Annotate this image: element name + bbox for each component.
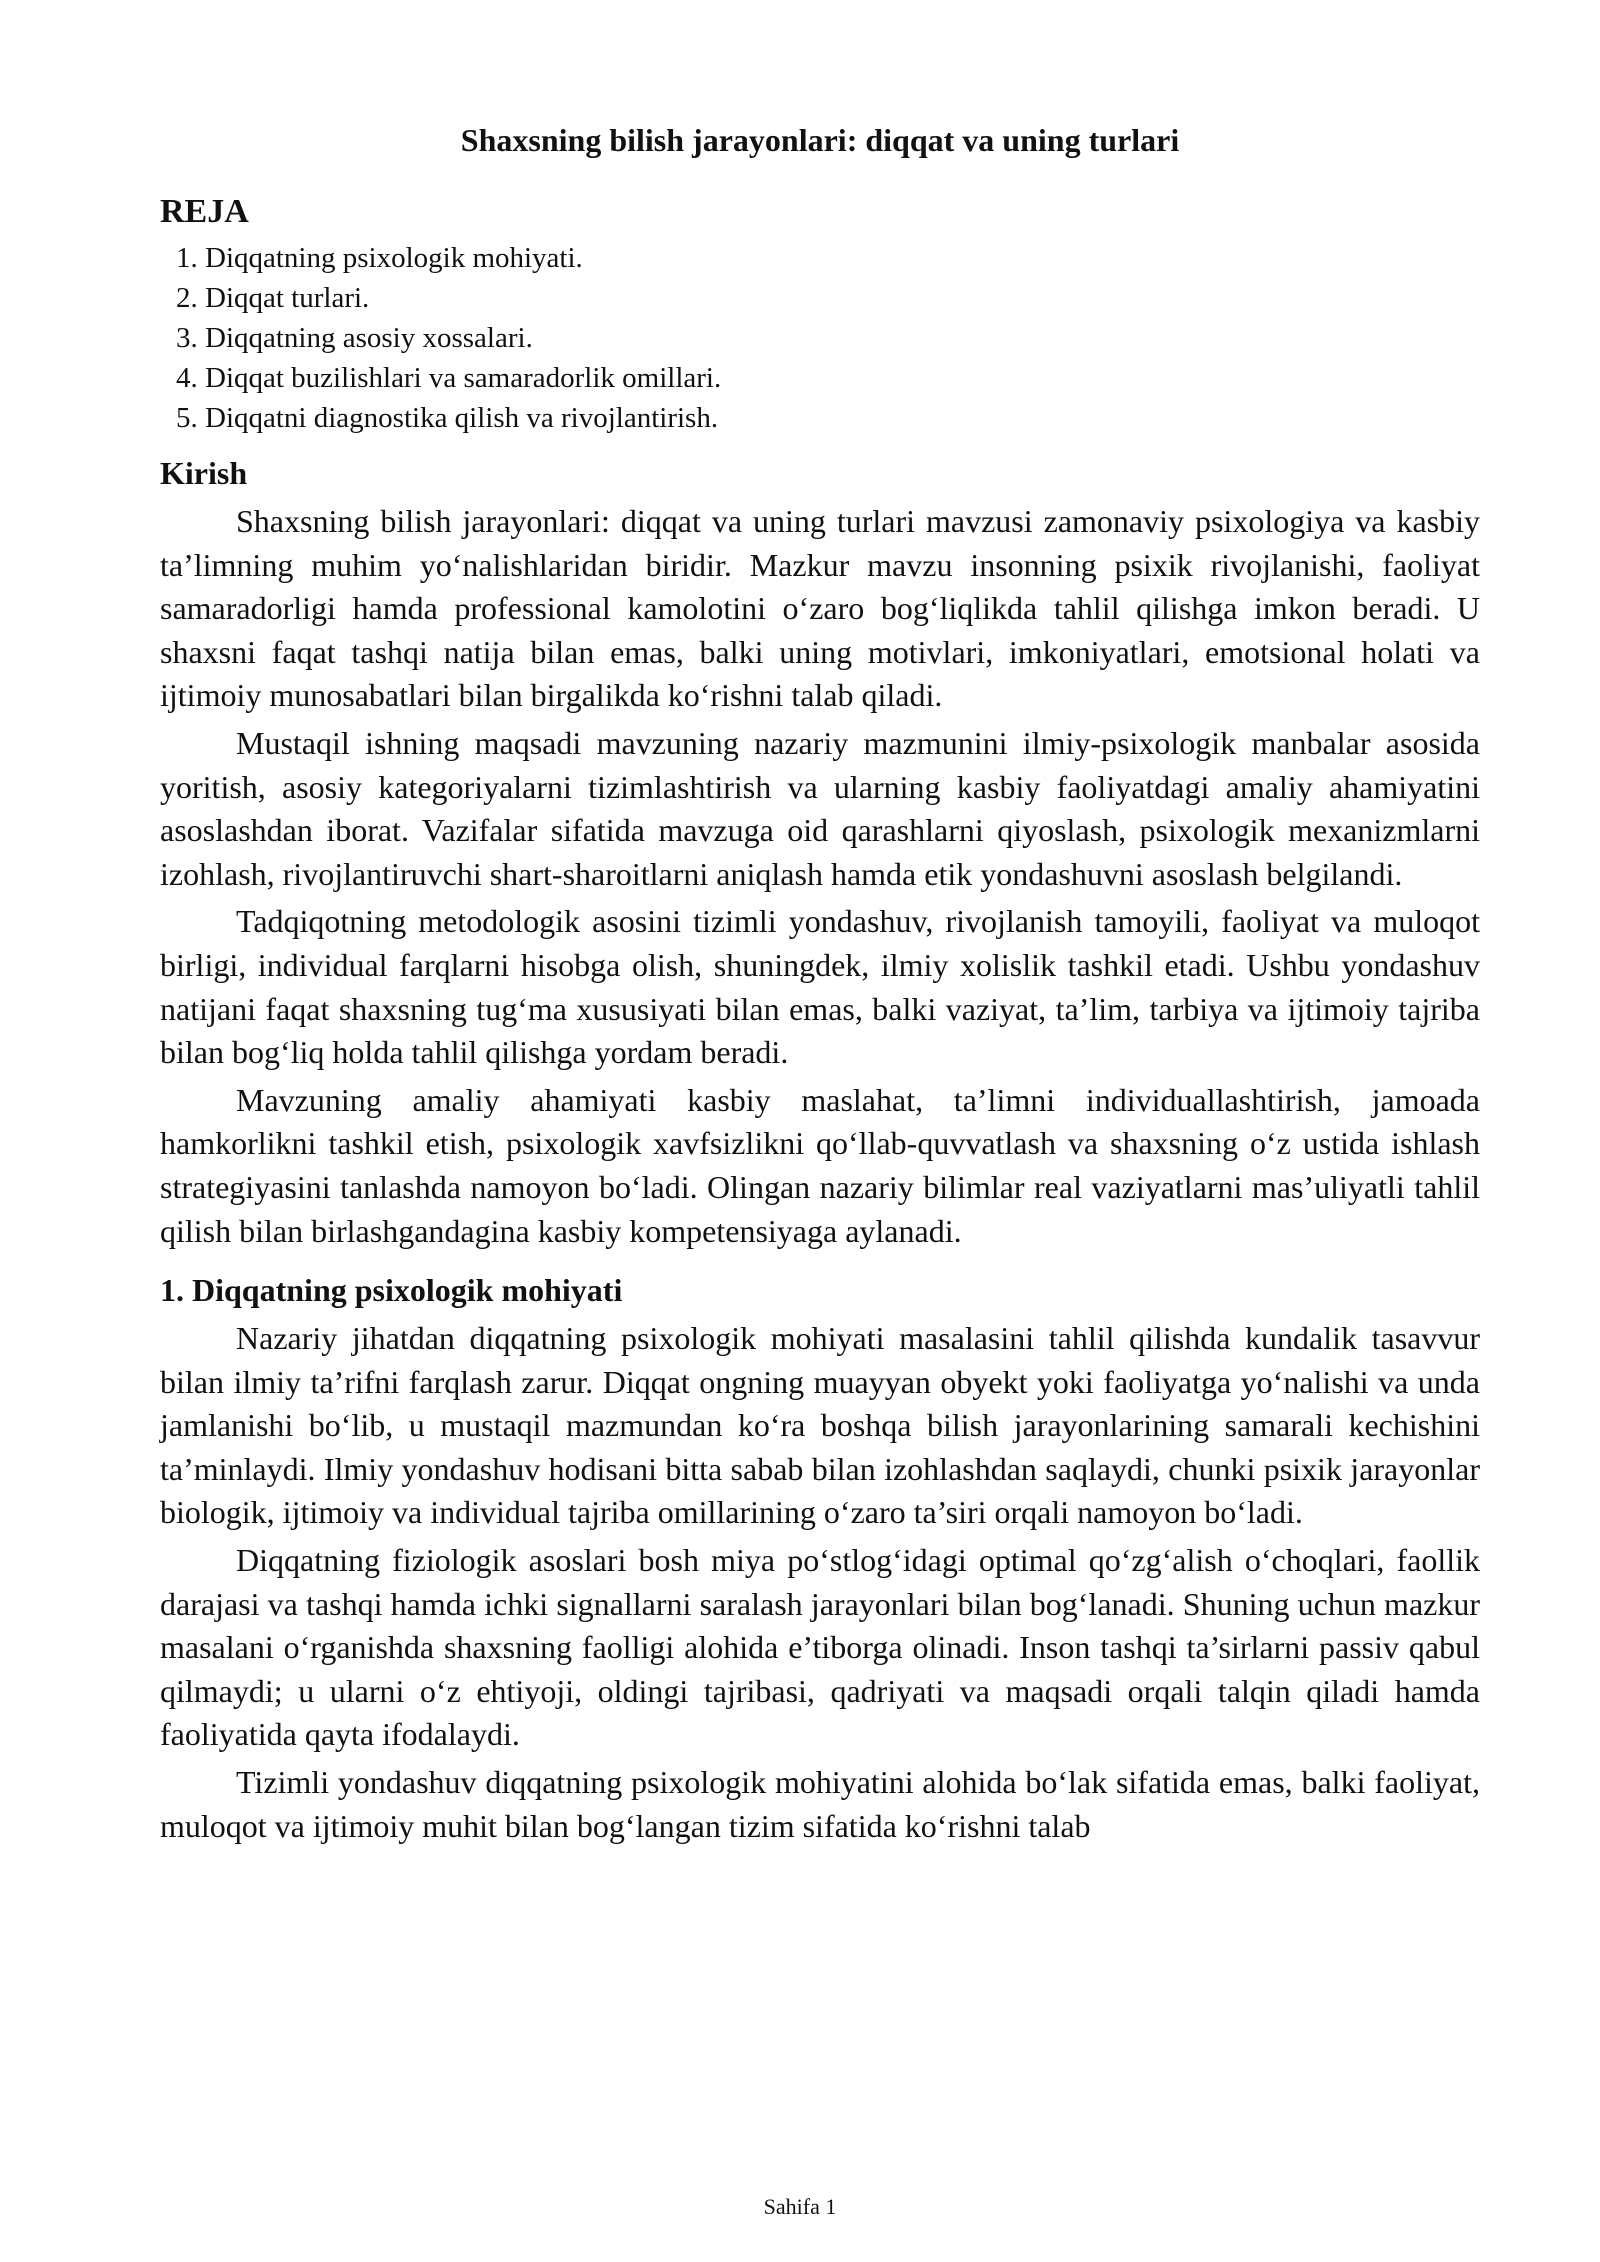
section-1-heading: 1. Diqqatning psixologik mohiyati [160,1272,623,1309]
section-1-paragraph: Diqqatning fiziologik asoslari bosh miya po‘stlog‘idagi optimal qo‘zg‘alish o‘choqlari, faollik darajasi va tashqi hamda ichki signallarni saralash jarayonlari bilan bog‘lanadi. Shuning uchun mazkur masalani o‘rganishda shaxsning faolligi alohida e’tiborga olinadi. Inson tashqi ta’sirlarni passiv qabul qilmaydi; u ularni o‘z ehtiyoji, oldingi tajribasi, qadriyati va maqsadi orqali talqin qiladi hamda faoliyatida qayta ifodalaydi. [160,1542,1480,1753]
intro-paragraph: Tadqiqotning metodologik asosini tizimli yondashuv, rivojlanish tamoyili, faoliyat va muloqot birligi, individual farqlarni hisobga olish, shuningdek, ilmiy xolislik tashkil etadi. Ushbu yondashuv natijani faqat shaxsning tug‘ma xususiyati bilan emas, balki vaziyat, ta’lim, tarbiya va ijtimoiy tajriba bilan bog‘liq holda tahlil qilishga yordam beradi. [160,903,1480,1071]
section-1-paragraph: Tizimli yondashuv diqqatning psixologik mohiyatini alohida bo‘lak sifatida emas, balki faoliyat, muloqot va ijtimoiy muhit bilan bog‘langan tizim sifatida ko‘rishni talab [160,1764,1480,1844]
document-page [160,116,1480,1852]
plan-item: 3. Diqqatning asosiy xossalari. [176,322,533,354]
page-number: Sahifa 1 [763,2194,837,2219]
section-1-paragraph: Nazariy jihatdan diqqatning psixologik mohiyati masalasini tahlil qilishda kundalik tasavvur bilan ilmiy ta’rifni farqlash zarur. Diqqat ongning muayyan obyekt yoki faoliyatga yo‘nalishi va unda jamlanishi bo‘lib, u mustaqil mazmundan ko‘ra boshqa bilish jarayonlarining samarali kechishini ta’minlaydi. Ilmiy yondashuv hodisani bitta sabab bilan izohlashdan saqlaydi, chunki psixik jarayonlar biologik, ijtimoiy va individual tajriba omillarining o‘zaro ta’siri orqali namoyon bo‘ladi. [160,1320,1480,1531]
plan-item: 2. Diqqat turlari. [176,282,370,314]
plan-heading: REJA [160,193,249,230]
plan-list [160,238,1480,438]
intro-paragraph: Mavzuning amaliy ahamiyati kasbiy maslahat, ta’limni individuallashtirish, jamoada hamkorlikni tashkil etish, psixologik xavfsizlikni qo‘llab-quvvatlash va shaxsning o‘z ustida ishlash strategiyasini tanlashda namoyon bo‘ladi. Olingan nazariy bilimlar real vaziyatlarni mas’uliyatli tahlil qilish bilan birlashgandagina kasbiy kompetensiyaga aylanadi. [160,1081,1480,1249]
intro-paragraph: Mustaqil ishning maqsadi mavzuning nazariy mazmunini ilmiy-psixologik manbalar asosida yoritish, asosiy kategoriyalarni tizimlashtirish va ularning kasbiy faoliyatdagi amaliy ahamiyatini asoslashdan iborat. Vazifalar sifatida mavzuga oid qarashlarni qiyoslash, psixologik mexanizmlarni izohlash, rivojlantiruvchi shart-sharoitlarni aniqlash hamda etik yondashuvni asoslash belgilandi. [160,724,1480,892]
intro-heading: Kirish [160,455,248,491]
intro-paragraph: Shaxsning bilish jarayonlari: diqqat va uning turlari mavzusi zamonaviy psixologiya va kasbiy ta’limning muhim yo‘nalishlaridan biridir. Mazkur mavzu insonning psixik rivojlanishi, faoliyat samaradorligi hamda professional kamolotini o‘zaro bog‘liqlikda tahlil qilishga imkon beradi. U shaxsni faqat tashqi natija bilan emas, balki uning motivlari, imkoniyatlari, emotsional holati va ijtimoiy munosabatlari bilan birgalikda ko‘rishni talab qiladi. [160,503,1480,714]
document-title: Shaxsning bilish jarayonlari: diqqat va uning turlari [460,122,1180,158]
plan-item: 4. Diqqat buzilishlari va samaradorlik omillari. [176,362,722,394]
plan-item: 5. Diqqatni diagnostika qilish va rivojlantirish. [176,402,719,434]
plan-item: 1. Diqqatning psixologik mohiyati. [176,242,583,274]
